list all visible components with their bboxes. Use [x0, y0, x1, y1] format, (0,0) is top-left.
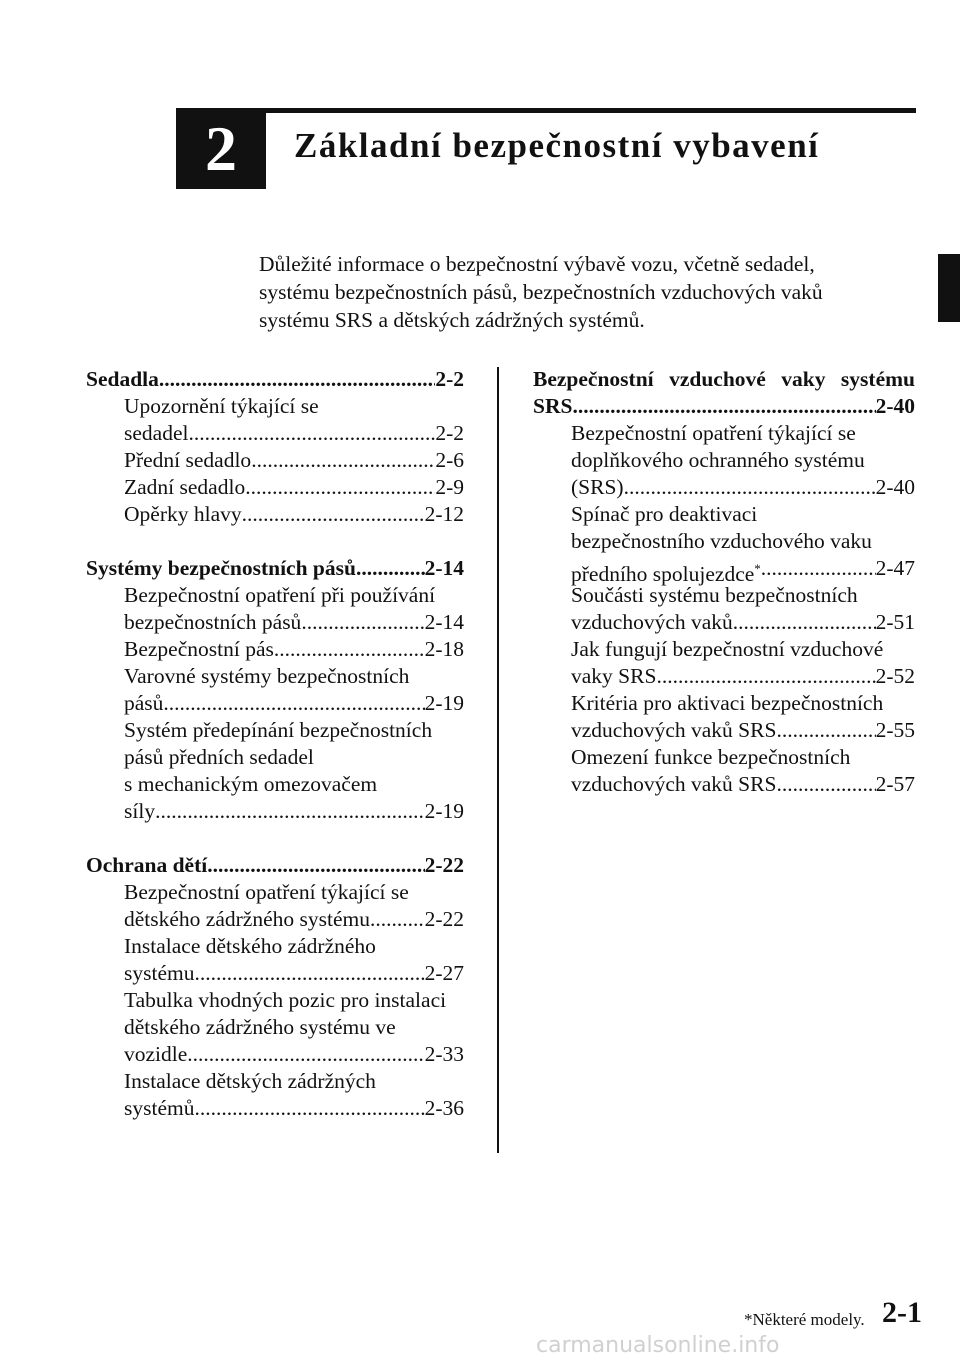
section-gap — [86, 528, 464, 555]
page-number: 2-1 — [882, 1296, 922, 1329]
toc-section-seats[interactable]: Sedadla ..... 2-2 — [86, 366, 464, 393]
toc-entry-text: bezpečnostního vzduchového vaku — [571, 529, 872, 553]
toc-entry-text: Instalace dětského zádržného — [124, 934, 376, 958]
toc-entry-text: Systém předepínání bezpečnostních — [124, 718, 433, 742]
toc-entry[interactable]: pásů ..... 2-19 — [86, 690, 464, 717]
toc-entry-text: Omezení funkce bezpečnostních — [571, 745, 851, 769]
toc-entry[interactable]: Bezpečnostní pás ..... 2-18 — [86, 636, 464, 663]
toc-entry[interactable]: vozidle ..... 2-33 — [86, 1041, 464, 1068]
toc-entry[interactable]: systému ..... 2-27 — [86, 960, 464, 987]
toc-entry-text: dětského zádržného systému ve — [124, 1015, 396, 1039]
toc-entry-text: Bezpečnostní opatření týkající se — [571, 421, 856, 445]
toc-entry-text: Spínač pro deaktivaci — [571, 502, 758, 526]
chapter-number-box — [176, 108, 266, 189]
toc-section-child-safety[interactable]: Ochrana dětí ..... 2-22 — [86, 852, 464, 879]
toc-section-airbags-title[interactable]: Bezpečnostní vzduchové vaky systému — [533, 367, 915, 391]
chapter-number: 2 — [205, 113, 237, 184]
toc-entry-text: doplňkového ochranného systému — [571, 448, 865, 472]
toc-entry[interactable]: vzduchových vaků ..... 2-51 — [533, 609, 915, 636]
toc-entry[interactable]: (SRS) ..... 2-40 — [533, 474, 915, 501]
toc-entry-text: Součásti systému bezpečnostních — [571, 583, 858, 607]
toc-entry-text: s mechanickým omezovačem — [124, 772, 378, 796]
toc-entry[interactable]: bezpečnostních pásů ..... 2-14 — [86, 609, 464, 636]
chapter-thumb-tab — [938, 254, 960, 322]
toc-entry-text: Varovné systémy bezpečnostních — [124, 664, 410, 688]
toc-entry-text: Instalace dětských zádržných — [124, 1069, 376, 1093]
watermark: carmanualsonline.info — [536, 1333, 780, 1358]
toc-entry[interactable]: Zadní sedadlo ..... 2-9 — [86, 474, 464, 501]
footnote-mark: * — [754, 561, 761, 576]
toc-entry[interactable]: vaky SRS ..... 2-52 — [533, 663, 915, 690]
toc-entry[interactable]: dětského zádržného systému ..... 2-22 — [86, 906, 464, 933]
toc-entry-text: Bezpečnostní opatření při používání — [124, 583, 436, 607]
intro-line: systému SRS a dětských zádržných systémů. — [259, 308, 645, 332]
toc-entry-text: Kritéria pro aktivaci bezpečnostních — [571, 691, 884, 715]
footnote: *Některé modely. — [744, 1310, 865, 1329]
chapter-intro — [259, 250, 899, 334]
toc-entry[interactable]: systémů ..... 2-36 — [86, 1095, 464, 1122]
intro-line: Důležité informace o bezpečnostní výbavě vozu, včetně sedadel, — [259, 252, 815, 276]
toc-section-airbags[interactable]: SRS ..... 2-40 — [533, 393, 915, 420]
toc-entry[interactable]: vzduchových vaků SRS ..... 2-55 — [533, 717, 915, 744]
toc-entry[interactable]: Opěrky hlavy ..... 2-12 — [86, 501, 464, 528]
toc-entry[interactable]: Přední sedadlo ..... 2-6 — [86, 447, 464, 474]
toc-right-column — [533, 366, 915, 798]
toc-entry-text: pásů předních sedadel — [124, 745, 314, 769]
toc-entry[interactable]: předního spolujezdce* ..... 2-47 — [533, 555, 915, 582]
chapter-title: Základní bezpečnostní vybavení — [294, 126, 820, 165]
toc-entry[interactable]: vzduchových vaků SRS ..... 2-57 — [533, 771, 915, 798]
toc-entry-text: Tabulka vhodných pozic pro instalaci — [124, 988, 447, 1012]
toc-entry[interactable]: sedadel ..... 2-2 — [86, 420, 464, 447]
toc-left-column — [86, 366, 464, 1122]
toc-entry[interactable]: síly ..... 2-19 — [86, 798, 464, 825]
toc-entry-text: Jak fungují bezpečnostní vzduchové — [571, 637, 884, 661]
intro-line: systému bezpečnostních pásů, bezpečnostních vzduchových vaků — [259, 280, 823, 304]
toc-entry-text: Upozornění týkající se — [124, 394, 319, 418]
toc-entry-text: Bezpečnostní opatření týkající se — [124, 880, 409, 904]
column-divider — [497, 367, 499, 1153]
section-gap — [86, 825, 464, 852]
chapter-header-rule — [176, 108, 916, 113]
toc-section-seatbelts[interactable]: Systémy bezpečnostních pásů ..... 2-14 — [86, 555, 464, 582]
